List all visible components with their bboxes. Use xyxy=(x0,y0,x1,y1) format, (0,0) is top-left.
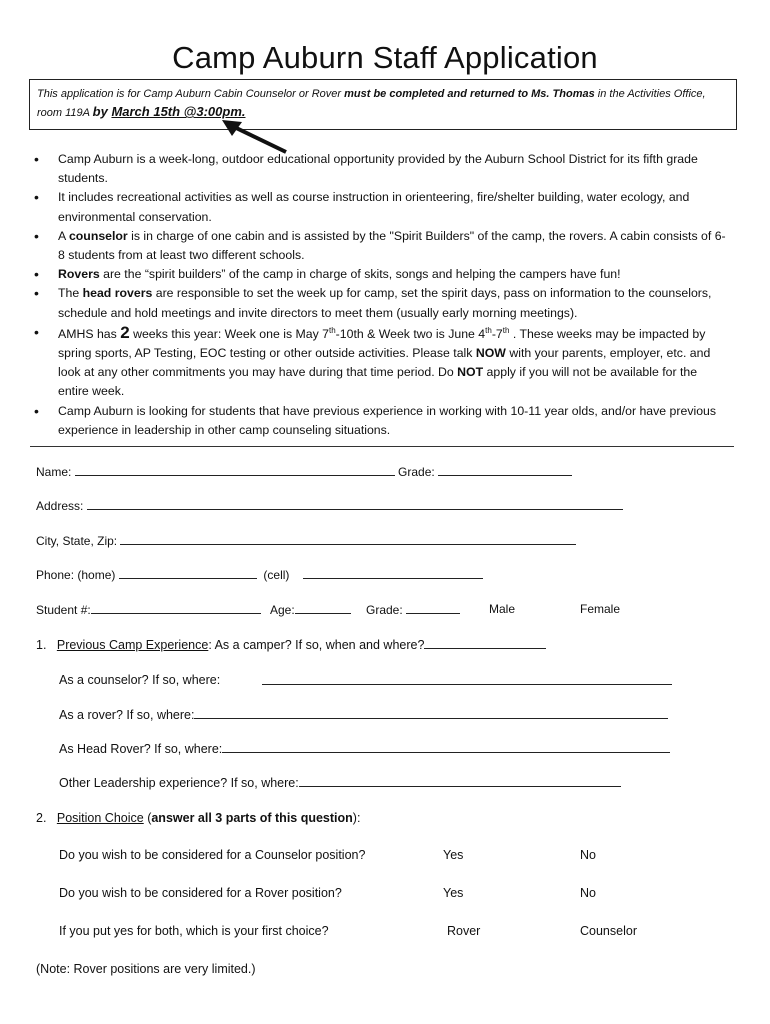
deadline-date: March 15th @3:00pm. xyxy=(111,104,246,119)
phone-row xyxy=(36,567,483,582)
counselor-question: Do you wish to be considered for a Counselor position? xyxy=(59,848,366,862)
address-label: Address: xyxy=(36,499,84,513)
bullet-bold: NOT xyxy=(457,365,484,380)
list-item xyxy=(30,323,730,402)
bullet-text: Camp Auburn is looking for students that have previous experience in working with 10-11 year olds, and/or have previous experience in leadership in other camp counseling situations. xyxy=(58,403,717,437)
bullet-text: -7 xyxy=(491,326,503,341)
list-item xyxy=(30,265,730,284)
section-number: 1. xyxy=(36,638,47,652)
address-field[interactable] xyxy=(87,498,623,510)
city-label: City, State, Zip: xyxy=(36,534,118,548)
bullet-text: AMHS has xyxy=(58,326,121,341)
counselor-experience-field[interactable] xyxy=(262,673,672,685)
paren: ( xyxy=(143,811,152,825)
bullet-text: are responsible to set the week up for camp, set the spirit days, pass on information to the counselors, schedule and hold meetings and invite directors to meet them (usually early morning meetings). xyxy=(58,286,712,320)
section-title: Position Choice xyxy=(56,811,144,825)
bullet-bold: NOW xyxy=(475,346,506,361)
bullet-text: apply if you will not be available for the entire week. xyxy=(58,365,698,399)
grade2-field[interactable] xyxy=(406,602,460,614)
list-item xyxy=(30,284,730,322)
grade-field[interactable] xyxy=(438,464,572,476)
list-item xyxy=(30,188,730,226)
deadline-by: by xyxy=(92,104,112,119)
list-item xyxy=(30,402,730,440)
female-option[interactable]: Female xyxy=(580,602,621,616)
student-number-label: Student #: xyxy=(36,603,91,617)
rover-experience-label: As a rover? If so, where: xyxy=(59,708,195,722)
grade2-group xyxy=(366,602,460,617)
age-label: Age: xyxy=(270,603,295,617)
first-choice-rover-option[interactable]: Rover xyxy=(447,924,481,938)
bullet-text: -10th & Week two is June 4 xyxy=(335,326,486,341)
info-list xyxy=(30,150,730,440)
phone-cell-field[interactable] xyxy=(303,567,483,579)
section-title: Previous Camp Experience xyxy=(56,638,209,652)
first-choice-counselor-option[interactable]: Counselor xyxy=(580,924,637,938)
name-field[interactable] xyxy=(75,464,395,476)
age-group xyxy=(270,602,351,617)
bullet-text: are the “spirit builders” of the camp in charge of skits, songs and helping the campers have fun! xyxy=(99,267,621,282)
phone-cell-label: (cell) xyxy=(263,568,290,582)
paren: ): xyxy=(352,811,361,825)
other-experience-field[interactable] xyxy=(299,775,621,787)
superscript: th xyxy=(502,325,510,335)
address-row xyxy=(36,498,623,513)
section-number: 2. xyxy=(36,811,47,825)
deadline xyxy=(93,104,246,119)
first-choice-question: If you put yes for both, which is your first choice? xyxy=(59,924,329,938)
rover-experience-field[interactable] xyxy=(194,707,668,719)
notice-text: This application is for Camp Auburn Cabin Counselor or Rover xyxy=(37,88,345,100)
bullet-bold: Rovers xyxy=(58,267,100,282)
phone-home-field[interactable] xyxy=(119,567,257,579)
grade2-label: Grade: xyxy=(366,603,403,617)
camper-field[interactable] xyxy=(424,637,546,649)
notice-location: in the Activities Office, room 119A xyxy=(37,88,706,119)
name-row xyxy=(36,464,572,479)
section-2-heading xyxy=(36,811,360,825)
name-label: Name: xyxy=(36,465,72,479)
counselor-yes-option[interactable]: Yes xyxy=(443,848,464,862)
camper-question: : As a camper? If so, when and where? xyxy=(208,638,425,652)
superscript: th xyxy=(329,325,336,335)
section-1-heading xyxy=(36,637,546,652)
rover-yes-option[interactable]: Yes xyxy=(443,886,464,900)
other-experience-label: Other Leadership experience? If so, where: xyxy=(59,776,299,790)
weeks-count: 2 xyxy=(120,322,130,342)
male-option[interactable]: Male xyxy=(489,602,516,616)
bullet-text: with your parents, employer, etc. and look at any other commitments you may have during that time period. Do xyxy=(58,346,711,380)
page-title: Camp Auburn Staff Application xyxy=(172,40,598,75)
section-instruction: answer all 3 parts of this question xyxy=(151,811,353,825)
counselor-experience-row xyxy=(59,673,220,687)
counselor-experience-label: As a counselor? If so, where: xyxy=(59,673,221,687)
head-rover-experience-field[interactable] xyxy=(222,741,670,753)
notice-box xyxy=(29,79,737,130)
other-experience-row xyxy=(59,775,621,790)
head-rover-experience-label: As Head Rover? If so, where: xyxy=(59,742,223,756)
rover-experience-row xyxy=(59,707,668,722)
bullet-text: The xyxy=(58,286,83,301)
list-item xyxy=(30,150,730,188)
bullet-text: Camp Auburn is a week-long, outdoor educational opportunity provided by the Auburn School District for its fifth grade students. xyxy=(58,152,698,186)
student-row xyxy=(36,602,261,617)
age-field[interactable] xyxy=(295,602,351,614)
bullet-text: weeks this year: Week one is May 7 xyxy=(129,326,329,341)
city-field[interactable] xyxy=(120,533,576,545)
rover-no-option[interactable]: No xyxy=(580,886,596,900)
bullet-bold: head rovers xyxy=(82,286,153,301)
rover-note: (Note: Rover positions are very limited.) xyxy=(36,962,256,976)
grade-label: Grade: xyxy=(398,465,435,479)
phone-home-label: Phone: (home) xyxy=(36,568,116,582)
notice-emphasis: must be completed and returned to Ms. Thomas xyxy=(344,88,595,100)
bullet-text: A xyxy=(58,228,69,243)
bullet-text: is in charge of one cabin and is assisted by the "Spirit Builders" of the camp, the rovers. A cabin consists of 6-8 students from at least two different schools. xyxy=(58,228,726,263)
superscript: th xyxy=(485,325,492,335)
counselor-no-option[interactable]: No xyxy=(580,848,596,862)
city-row xyxy=(36,533,576,548)
head-rover-experience-row xyxy=(59,741,670,756)
student-number-field[interactable] xyxy=(91,602,261,614)
rover-question: Do you wish to be considered for a Rover position? xyxy=(59,886,342,900)
list-item xyxy=(30,227,730,265)
bullet-text: . These weeks may be impacted by spring sports, AP Testing, EOC testing or other outside activities. Please talk xyxy=(58,326,706,361)
bullet-text: It includes recreational activities as well as course instruction in orienteering, fire/shelter building, water ecology, and environmental conservation. xyxy=(58,190,690,224)
bullet-bold: counselor xyxy=(68,228,128,243)
divider xyxy=(30,446,734,447)
